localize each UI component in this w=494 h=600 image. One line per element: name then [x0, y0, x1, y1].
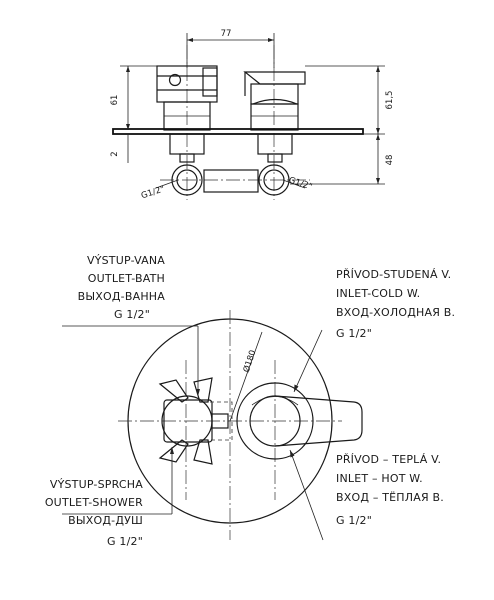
label-inlet-hot — [336, 453, 444, 527]
thread-labels — [140, 175, 314, 201]
inlet-cold-thread: G 1/2" — [336, 327, 372, 340]
label-outlet-shower — [45, 478, 143, 548]
dimension-label-2: 2 — [110, 151, 120, 157]
inlet-cold-line-2: INLET-COLD W. — [336, 287, 421, 300]
right-valve-body — [245, 72, 305, 130]
label-inlet-cold — [336, 268, 455, 340]
inlet-hot-thread: G 1/2" — [336, 514, 372, 527]
height-dimension-left — [110, 66, 160, 163]
width-dimension — [187, 29, 274, 68]
diameter-callout — [230, 332, 262, 421]
outlet-shower-thread: G 1/2" — [107, 535, 143, 548]
side-view — [110, 29, 395, 201]
outlet-bath-line-1: VÝSTUP-VANA — [86, 254, 165, 267]
outlet-shower-line-2: OUTLET-SHOWER — [44, 496, 143, 509]
inlet-hot-line-2: INLET – HOT W. — [336, 472, 423, 485]
diameter-label: Ø180 — [241, 348, 259, 374]
inlet-cold-line-3: ВХОД-ХОЛОДНАЯ В. — [336, 306, 456, 319]
outlet-shower-line-1: VÝSTUP-SPRCHA — [49, 478, 143, 491]
dimension-label-48: 48 — [385, 154, 395, 166]
label-outlet-bath — [78, 254, 166, 321]
mounting-plate — [113, 129, 363, 134]
thread-label-left: G1/2" — [139, 184, 167, 202]
thread-label-right: G1/2" — [287, 175, 314, 193]
height-dimension-right — [290, 66, 395, 184]
outlet-bath-line-2: OUTLET-BATH — [87, 272, 165, 285]
dimension-label-61-5: 61,5 — [385, 90, 395, 110]
inlet-hot-line-1: PŘÍVOD – TEPLÁ V. — [336, 453, 442, 466]
outlet-shower-line-3: ВЫХОД-ДУШ — [68, 514, 143, 527]
dimension-label-77: 77 — [220, 29, 232, 39]
outlet-bath-line-3: ВЫХОД-ВАННА — [77, 290, 165, 303]
dimension-label-61: 61 — [110, 94, 120, 106]
outlet-bath-thread: G 1/2" — [114, 308, 150, 321]
front-view — [45, 254, 455, 548]
inlet-hot-line-3: ВХОД – ТЁПЛАЯ В. — [336, 491, 444, 504]
inlet-cold-line-1: PŘÍVOD-STUDENÁ V. — [336, 268, 452, 281]
